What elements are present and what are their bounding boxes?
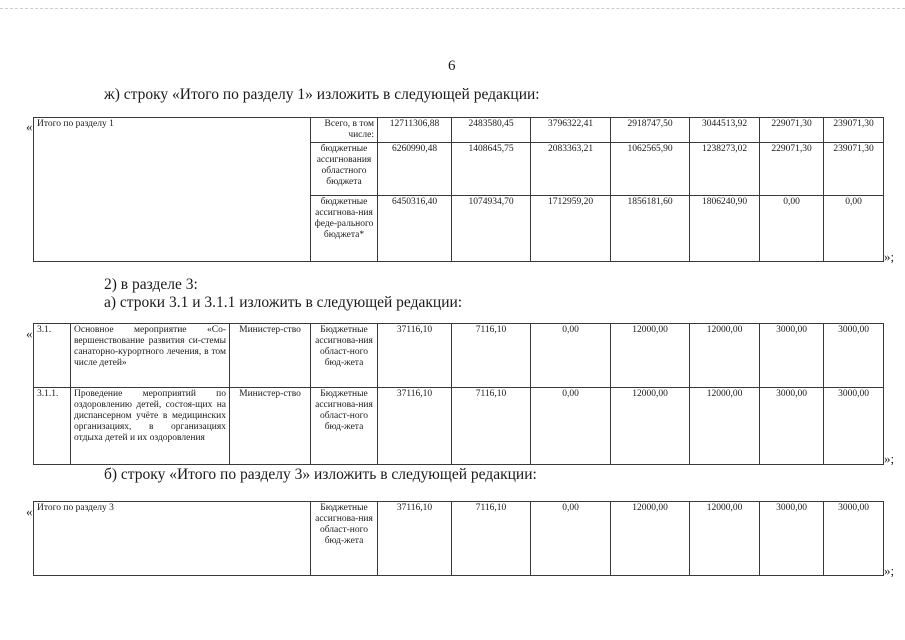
cell-value: 3000,00 (824, 502, 884, 576)
cell-value: 1408645,75 (452, 143, 531, 196)
table-rows-3-1 (33, 323, 884, 465)
cell-value: 0,00 (531, 388, 611, 465)
row-number: 3.1.1. (34, 388, 71, 465)
row-label: Всего, в том числе: (311, 118, 378, 143)
row-label: бюджетные ассигнова-ния феде-рального бюджета* (311, 196, 378, 262)
cell-value: 3796322,41 (531, 118, 611, 143)
table-row (34, 502, 884, 576)
row-title: Итого по разделу 3 (34, 502, 311, 576)
cell-value: 239071,30 (824, 143, 884, 196)
cell-value: 37116,10 (378, 324, 452, 388)
cell-value: 1712959,20 (531, 196, 611, 262)
cell-value: 3000,00 (824, 388, 884, 465)
row-source: Бюджетные ассигнова-ния област-ного бюд-жета (311, 388, 378, 465)
cell-value: 12000,00 (690, 502, 760, 576)
table-row (34, 118, 884, 143)
cell-value: 0,00 (531, 502, 611, 576)
cell-value: 3000,00 (760, 388, 824, 465)
cell-value: 229071,30 (760, 143, 824, 196)
cell-value: 1856181,60 (611, 196, 690, 262)
cell-value: 37116,10 (378, 502, 452, 576)
cell-value: 12000,00 (690, 388, 760, 465)
cell-value: 3000,00 (760, 502, 824, 576)
paragraph-b: б) строку «Итого по разделу 3» изложить в следующей редакции: (104, 466, 537, 483)
cell-value: 0,00 (531, 324, 611, 388)
open-quote-2: « (26, 326, 33, 341)
cell-value: 7116,10 (452, 502, 531, 576)
cell-value: 12711306,88 (378, 118, 452, 143)
cell-value: 6260990,48 (378, 143, 452, 196)
cell-value: 1806240,90 (690, 196, 760, 262)
row-source: Бюджетные ассигнова-ния област-ного бюд-жета (311, 502, 378, 576)
cell-value: 2483580,45 (452, 118, 531, 143)
row-label: бюджетные ассигнования областного бюджета (311, 143, 378, 196)
page-number: 6 (448, 58, 456, 74)
close-quote-2: »; (884, 451, 895, 466)
cell-value: 3000,00 (824, 324, 884, 388)
table-total-section-1 (33, 117, 884, 262)
table-total-section-3 (33, 501, 884, 576)
cell-value: 1062565,90 (611, 143, 690, 196)
table-row (34, 388, 884, 465)
open-quote-3: « (26, 504, 33, 519)
paragraph-2: 2) в разделе 3: (104, 276, 198, 293)
cell-value: 12000,00 (611, 502, 690, 576)
cell-value: 239071,30 (824, 118, 884, 143)
close-quote-3: »; (884, 563, 895, 578)
paragraph-a: а) строки 3.1 и 3.1.1 изложить в следующей редакции: (104, 294, 463, 311)
row-source: Бюджетные ассигнова-ния област-ного бюд-жета (311, 324, 378, 388)
cell-value: 1238273,02 (690, 143, 760, 196)
cell-value: 7116,10 (452, 388, 531, 465)
cell-value: 6450316,40 (378, 196, 452, 262)
cell-value: 2918747,50 (611, 118, 690, 143)
cell-value: 3000,00 (760, 324, 824, 388)
cell-value: 229071,30 (760, 118, 824, 143)
cell-value: 1074934,70 (452, 196, 531, 262)
page-top-edge (0, 8, 905, 10)
cell-value: 12000,00 (611, 388, 690, 465)
row-title: Итого по разделу 1 (34, 118, 311, 262)
cell-value: 3044513,92 (690, 118, 760, 143)
row-number: 3.1. (34, 324, 71, 388)
paragraph-zh: ж) строку «Итого по разделу 1» изложить в следующей редакции: (104, 86, 540, 103)
cell-value: 0,00 (824, 196, 884, 262)
open-quote-1: « (26, 119, 33, 134)
row-name: Основное мероприятие «Со-вершенствование развития си-стемы санаторно-курортного лечения, в том числе детей» (71, 324, 230, 388)
cell-value: 12000,00 (611, 324, 690, 388)
cell-value: 7116,10 (452, 324, 531, 388)
table-row (34, 324, 884, 388)
close-quote-1: »; (884, 249, 895, 264)
row-executor: Министер-ство (230, 388, 311, 465)
cell-value: 12000,00 (690, 324, 760, 388)
row-name: Проведение мероприятий по оздоровлению детей, состоя-щих на диспансерном учёте в медицинских организациях, в организациях отдыха детей и их оздоровления (71, 388, 230, 465)
row-executor: Министер-ство (230, 324, 311, 388)
cell-value: 2083363,21 (531, 143, 611, 196)
cell-value: 0,00 (760, 196, 824, 262)
cell-value: 37116,10 (378, 388, 452, 465)
